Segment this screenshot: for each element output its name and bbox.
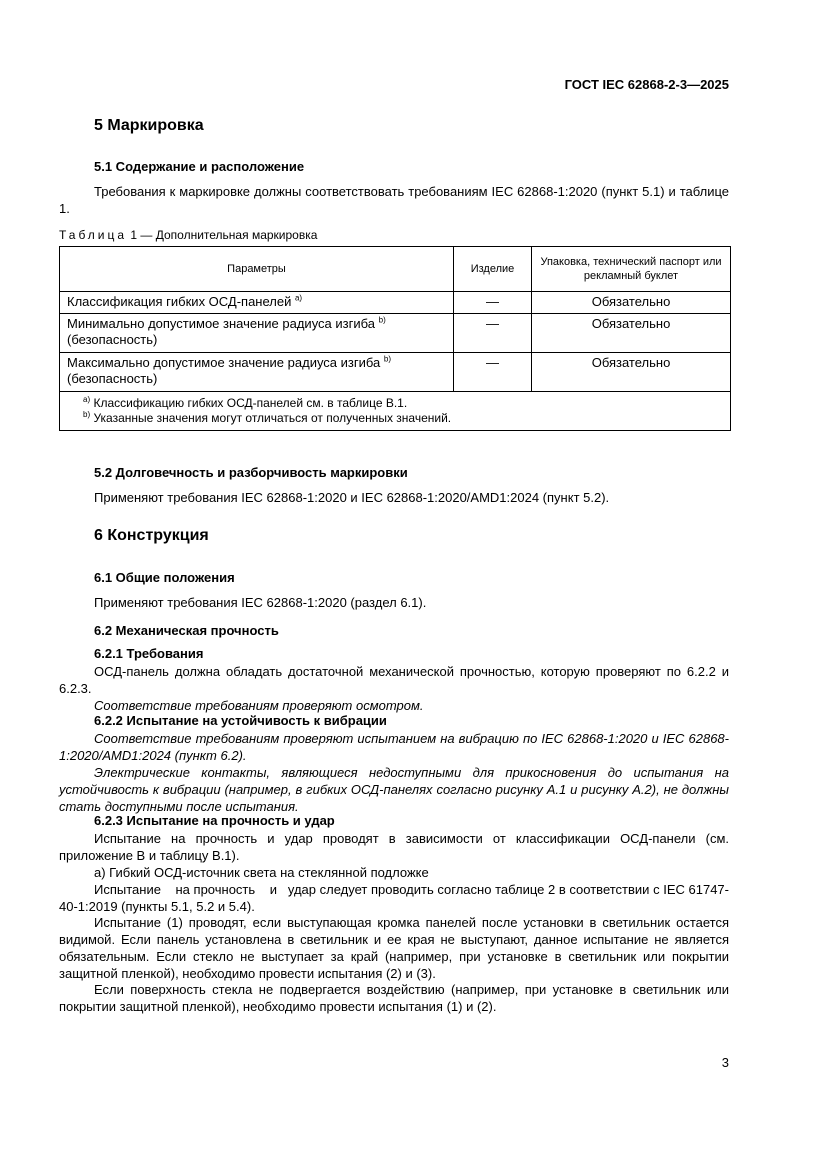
table-notes-row xyxy=(60,392,731,431)
table-header-row xyxy=(60,247,731,292)
subsection-6-1-title: 6.1 Общие положения xyxy=(94,570,235,585)
clause-6-2-3-p3: Испытание на прочность и удар следует проводить согласно таблице 2 в соответствии с IEC 61747-40-1:2019 (пункты 5.1, 5.2 и 5.4). xyxy=(59,882,729,914)
clause-6-2-1-check: Соответствие требованиям проверяют осмотром. xyxy=(94,698,424,713)
table-caption: Таблица 1 — Дополнительная маркировка xyxy=(59,228,318,242)
clause-6-2-2-check: Соответствие требованиям проверяют испытанием на вибрацию по IEC 62868-1:2020 и IEC 62868-1:2020/AMD1:2024 (пункт 6.2). xyxy=(59,731,729,763)
product-cell: — xyxy=(454,353,532,392)
package-cell: Обязательно xyxy=(532,353,731,392)
header-package: Упаковка, технический паспорт или рекламный буклет xyxy=(532,247,731,292)
clause-6-2-3-p5: Если поверхность стекла не подвергается воздействию (например, при установке в светильник или покрытии защитной пленкой), необходимо провести испытания (1) и (2). xyxy=(59,982,729,1014)
param-cell: Максимально допустимое значение радиуса изгиба $^{b)}$ (безопасность) xyxy=(60,353,454,392)
clause-6-2-1-title: 6.2.1 Требования xyxy=(94,646,204,661)
subsection-6-1-text: Применяют требования IEC 62868-1:2020 (раздел 6.1). xyxy=(94,595,427,610)
table-row xyxy=(60,314,731,353)
product-cell: — xyxy=(454,314,532,353)
clause-6-2-2-contacts: Электрические контакты, являющиеся недоступными для прикосновения до испытания на устойчивость к вибрации (например, в гибких ОСД-панелях согласно рисунку А.1 и рисунку А.2), не должны стать доступными после испытания. xyxy=(59,765,729,814)
standard-designation: ГОСТ IEC 62868-2-3—2025 xyxy=(564,77,729,92)
table-row xyxy=(60,292,731,314)
clause-6-2-3-title: 6.2.3 Испытание на прочность и удар xyxy=(94,813,335,828)
param-cell: Классификация гибких ОСД-панелей $^{a)}$ xyxy=(60,292,454,314)
clause-6-2-1-text: ОСД-панель должна обладать достаточной механической прочностью, которую проверяют по 6.2.2 и 6.2.3. xyxy=(59,664,729,696)
page-number: 3 xyxy=(721,1055,729,1070)
marking-table xyxy=(59,246,731,431)
clause-6-2-3-p1: Испытание на прочность и удар проводят в зависимости от классификации ОСД-панели (см. приложение В и таблицу В.1). xyxy=(59,831,729,863)
header-product: Изделие xyxy=(454,247,532,292)
clause-6-2-3-p4: Испытание (1) проводят, если выступающая кромка панелей после установки в светильник остается видимой. Если панель установлена в светильник и ее края не выступают, данное испытание не является обязательным. Если стекло не выступает за край (например, при установке в светильник или покрытии защитной пленкой), необходимо провести испытания (2) и (3). xyxy=(59,915,729,981)
table-note: $^{a)}$ Классификацию гибких ОСД-панелей см. в таблице В.1. xyxy=(83,395,408,410)
product-cell: — xyxy=(454,292,532,314)
header-parameters: Параметры xyxy=(60,247,454,292)
subsection-5-1-text: Требования к маркировке должны соответствовать требованиям IEC 62868-1:2020 (пункт 5.1) и таблице 1. xyxy=(59,184,729,216)
table-row xyxy=(60,353,731,392)
clause-6-2-2-title: 6.2.2 Испытание на устойчивость к вибрации xyxy=(94,713,387,728)
subsection-5-2-title: 5.2 Долговечность и разборчивость маркировки xyxy=(94,465,408,480)
section-6-title: 6 Конструкция xyxy=(94,527,209,544)
subsection-5-1-title: 5.1 Содержание и расположение xyxy=(94,159,305,174)
subsection-5-2-text: Применяют требования IEC 62868-1:2020 и IEC 62868-1:2020/AMD1:2024 (пункт 5.2). xyxy=(94,490,610,505)
clause-6-2-3-item-a: а) Гибкий ОСД-источник света на стеклянной подложке xyxy=(94,865,429,880)
table-note: $^{b)}$ Указанные значения могут отличаться от полученных значений. xyxy=(83,410,452,425)
param-cell: Минимально допустимое значение радиуса изгиба $^{b)}$ (безопасность) xyxy=(60,314,454,353)
subsection-6-2-title: 6.2 Механическая прочность xyxy=(94,623,279,638)
package-cell: Обязательно xyxy=(532,292,731,314)
package-cell: Обязательно xyxy=(532,314,731,353)
section-5-title: 5 Маркировка xyxy=(94,117,204,134)
